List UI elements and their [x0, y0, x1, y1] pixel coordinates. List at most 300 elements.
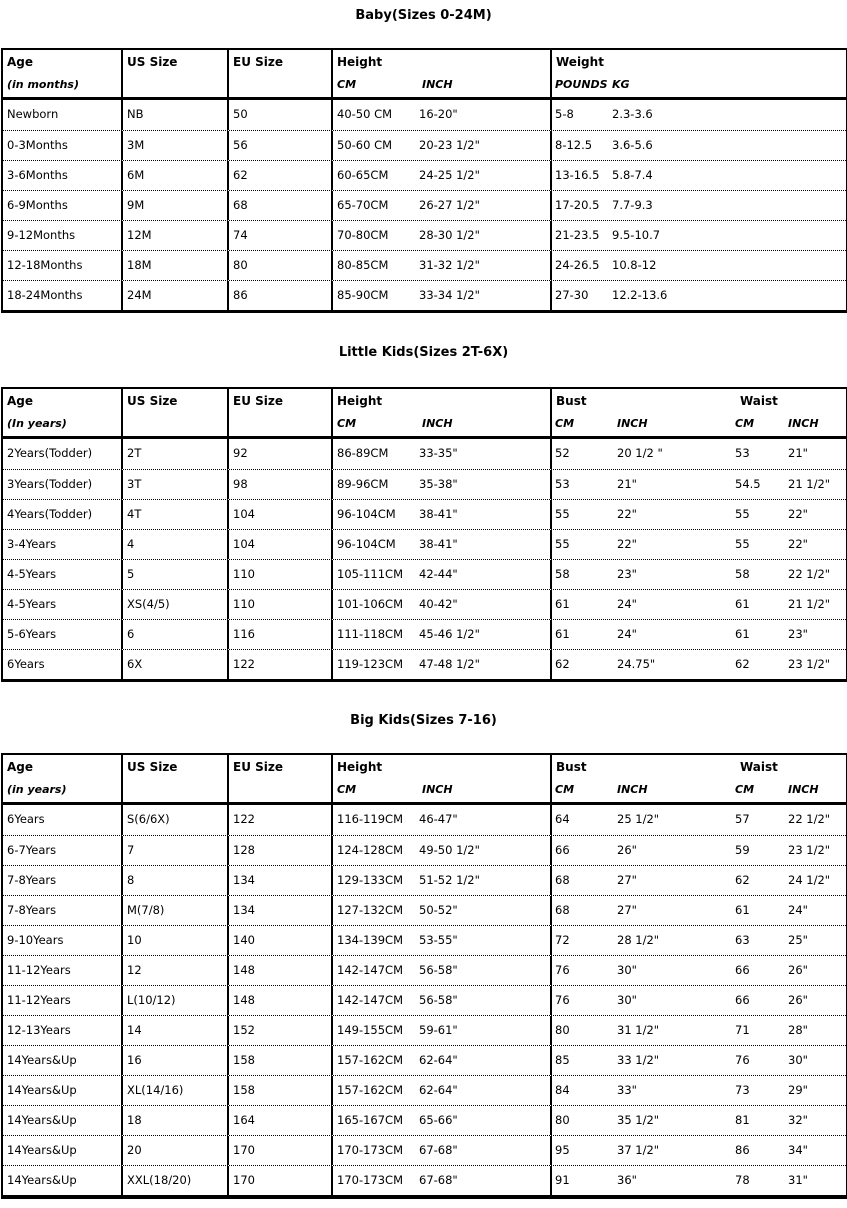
cell-measurements [550, 896, 838, 925]
cell-eu-size: 98 [227, 470, 331, 499]
cell-measure-1: 85 [555, 1053, 570, 1067]
cell-measure-2: 31 1/2" [617, 1023, 660, 1037]
cell-measure-4: 26" [788, 963, 808, 977]
cell-measure-3: 61 [735, 627, 750, 641]
cell-measurements [550, 281, 838, 310]
table-row [3, 649, 846, 679]
table-row [3, 130, 846, 160]
table-row [3, 835, 846, 865]
table-header [3, 50, 846, 100]
cell-measure-3: 66 [735, 963, 750, 977]
table-row [3, 589, 846, 619]
cell-measure-3: 76 [735, 1053, 750, 1067]
cell-us-size: 6X [121, 650, 227, 679]
cell-us-size: 20 [121, 1136, 227, 1165]
cell-height-inch: 51-52 1/2" [419, 873, 480, 887]
cell-measure-2: 24.75" [617, 657, 656, 671]
table-row [3, 805, 846, 835]
baby-size-table [1, 48, 847, 313]
table-row [3, 619, 846, 649]
cell-height-cm: 119-123CM [337, 657, 404, 671]
cell-measure-1: 61 [555, 627, 570, 641]
cell-age: 12-13Years [7, 1023, 71, 1037]
cell-measure-3: 53 [735, 446, 750, 460]
cell-age: 3-6Months [7, 168, 68, 182]
col-height-label: Height [337, 55, 383, 69]
cell-measure-3: 59 [735, 843, 750, 857]
col-waist-cm-label: CM [735, 417, 755, 430]
cell-height-inch: 28-30 1/2" [419, 228, 480, 242]
table-row [3, 190, 846, 220]
cell-measurements [550, 251, 838, 280]
cell-us-size: 18M [121, 251, 227, 280]
cell-measurements [550, 1046, 838, 1075]
header-age-cell [3, 755, 121, 802]
cell-age: 6-7Years [7, 843, 57, 857]
cell-height [331, 1136, 550, 1165]
table-row [3, 1165, 846, 1195]
cell-measurements [550, 620, 838, 649]
cell-age: Newborn [7, 107, 59, 121]
cell-measure-2: 7.7-9.3 [612, 198, 653, 212]
table-row [3, 865, 846, 895]
cell-height-inch: 50-52" [419, 903, 458, 917]
col-height-label: Height [337, 394, 383, 408]
cell-age: 14Years&Up [7, 1173, 77, 1187]
little-kids-size-section [0, 345, 847, 682]
table-row [3, 955, 846, 985]
cell-height-cm: 105-111CM [337, 567, 404, 581]
header-us-size-cell [121, 389, 227, 436]
cell-eu-size: 56 [227, 131, 331, 160]
cell-measure-2: 28 1/2" [617, 933, 660, 947]
cell-height-cm: 111-118CM [337, 627, 404, 641]
cell-us-size: 9M [121, 191, 227, 220]
header-height-cell [331, 389, 550, 436]
cell-eu-size: 134 [227, 866, 331, 895]
cell-height-inch: 62-64" [419, 1083, 458, 1097]
header-bust-waist-cell [550, 755, 838, 802]
cell-height-cm: 96-104CM [337, 507, 396, 521]
col-pounds-label: POUNDS [555, 78, 608, 91]
cell-measure-1: 8-12.5 [555, 138, 593, 152]
table-row [3, 529, 846, 559]
cell-measure-1: 68 [555, 873, 570, 887]
big-kids-size-table [1, 753, 847, 1199]
cell-eu-size: 164 [227, 1106, 331, 1135]
cell-height [331, 560, 550, 589]
cell-measure-1: 80 [555, 1113, 570, 1127]
cell-measurements [550, 131, 838, 160]
cell-height [331, 926, 550, 955]
cell-height-inch: 20-23 1/2" [419, 138, 480, 152]
cell-height [331, 836, 550, 865]
cell-height-cm: 157-162CM [337, 1053, 404, 1067]
cell-height-cm: 127-132CM [337, 903, 404, 917]
col-height-cm-label: CM [337, 783, 357, 796]
table-row [3, 1135, 846, 1165]
cell-age: 6Years [7, 657, 45, 671]
cell-height [331, 500, 550, 529]
col-eu-size-label: EU Size [233, 760, 283, 774]
table-row [3, 439, 846, 469]
cell-measure-2: 35 1/2" [617, 1113, 660, 1127]
cell-eu-size: 158 [227, 1076, 331, 1105]
cell-height [331, 866, 550, 895]
cell-age: 3Years(Todder) [7, 477, 93, 491]
cell-age: 14Years&Up [7, 1053, 77, 1067]
cell-height [331, 530, 550, 559]
header-age-cell [3, 50, 121, 97]
table-title-big-kids: Big Kids(Sizes 7-16) [350, 713, 497, 728]
cell-measurements [550, 1136, 838, 1165]
cell-height-cm: 142-147CM [337, 963, 404, 977]
table-row [3, 220, 846, 250]
cell-eu-size: 86 [227, 281, 331, 310]
cell-us-size: 3T [121, 470, 227, 499]
cell-measure-3: 58 [735, 567, 750, 581]
col-height-inch-label: INCH [422, 783, 453, 796]
cell-us-size: 3M [121, 131, 227, 160]
cell-age: 11-12Years [7, 993, 71, 1007]
cell-height [331, 251, 550, 280]
cell-eu-size: 122 [227, 805, 331, 835]
cell-us-size: 12 [121, 956, 227, 985]
cell-height-cm: 80-85CM [337, 258, 389, 272]
table-header [3, 755, 846, 805]
cell-height [331, 161, 550, 190]
baby-size-section [0, 8, 847, 313]
cell-measure-1: 84 [555, 1083, 570, 1097]
col-us-size-label: US Size [127, 760, 178, 774]
cell-measure-1: 52 [555, 446, 570, 460]
cell-eu-size: 128 [227, 836, 331, 865]
cell-measure-3: 62 [735, 657, 750, 671]
cell-measure-3: 55 [735, 537, 750, 551]
cell-measurements [550, 500, 838, 529]
cell-us-size: 14 [121, 1016, 227, 1045]
cell-measure-4: 22" [788, 537, 808, 551]
cell-us-size: 24M [121, 281, 227, 310]
cell-measurements [550, 560, 838, 589]
cell-measure-3: 57 [735, 812, 750, 826]
table-row [3, 280, 846, 310]
cell-measurements [550, 470, 838, 499]
cell-measure-3: 54.5 [735, 477, 761, 491]
table-row [3, 559, 846, 589]
baby-table-body [3, 100, 846, 310]
cell-eu-size: 148 [227, 986, 331, 1015]
cell-age: 11-12Years [7, 963, 71, 977]
table-row [3, 1075, 846, 1105]
header-eu-size-cell [227, 755, 331, 802]
cell-measurements [550, 530, 838, 559]
cell-measure-2: 33" [617, 1083, 637, 1097]
col-eu-size-label: EU Size [233, 55, 283, 69]
cell-age: 7-8Years [7, 903, 57, 917]
cell-measure-3: 66 [735, 993, 750, 1007]
cell-height-inch: 67-68" [419, 1143, 458, 1157]
cell-height [331, 191, 550, 220]
col-age-label: Age [7, 55, 34, 69]
table-row [3, 1015, 846, 1045]
cell-eu-size: 104 [227, 530, 331, 559]
cell-eu-size: 134 [227, 896, 331, 925]
cell-measure-4: 23 1/2" [788, 843, 831, 857]
cell-measure-1: 5-8 [555, 107, 574, 121]
cell-height-inch: 33-34 1/2" [419, 288, 480, 302]
cell-measurements [550, 805, 838, 835]
cell-age: 4Years(Todder) [7, 507, 93, 521]
cell-measure-2: 9.5-10.7 [612, 228, 661, 242]
cell-height-inch: 62-64" [419, 1053, 458, 1067]
col-waist-cm-label: CM [735, 783, 755, 796]
table-row [3, 250, 846, 280]
cell-age: 4-5Years [7, 567, 57, 581]
cell-height [331, 1076, 550, 1105]
header-bust-waist-cell [550, 389, 838, 436]
cell-measure-1: 76 [555, 993, 570, 1007]
cell-measure-4: 26" [788, 993, 808, 1007]
cell-measure-1: 66 [555, 843, 570, 857]
cell-measure-4: 21 1/2" [788, 477, 831, 491]
cell-measurements [550, 866, 838, 895]
cell-measure-2: 5.8-7.4 [612, 168, 653, 182]
cell-measure-2: 23" [617, 567, 637, 581]
cell-measure-2: 30" [617, 993, 637, 1007]
cell-measurements [550, 590, 838, 619]
cell-height [331, 896, 550, 925]
big-kids-size-section [0, 713, 847, 1199]
cell-us-size: 8 [121, 866, 227, 895]
cell-us-size: XXL(18/20) [121, 1166, 227, 1195]
cell-eu-size: 92 [227, 439, 331, 469]
header-us-size-cell [121, 755, 227, 802]
cell-height [331, 1016, 550, 1045]
cell-measure-4: 22" [788, 507, 808, 521]
header-height-cell [331, 50, 550, 97]
col-weight-label: Weight [556, 55, 604, 69]
cell-measure-2: 33 1/2" [617, 1053, 660, 1067]
cell-age: 18-24Months [7, 288, 83, 302]
cell-eu-size: 104 [227, 500, 331, 529]
cell-measure-3: 62 [735, 873, 750, 887]
header-us-size-cell [121, 50, 227, 97]
cell-height-cm: 85-90CM [337, 288, 389, 302]
cell-measure-4: 28" [788, 1023, 808, 1037]
cell-measure-2: 2.3-3.6 [612, 107, 653, 121]
cell-us-size: S(6/6X) [121, 805, 227, 835]
cell-us-size: NB [121, 100, 227, 130]
cell-measurements [550, 191, 838, 220]
cell-height-cm: 65-70CM [337, 198, 389, 212]
cell-eu-size: 158 [227, 1046, 331, 1075]
cell-height-cm: 96-104CM [337, 537, 396, 551]
table-row [3, 985, 846, 1015]
cell-height-cm: 157-162CM [337, 1083, 404, 1097]
cell-age: 9-12Months [7, 228, 76, 242]
cell-measurements [550, 439, 838, 469]
cell-us-size: 2T [121, 439, 227, 469]
cell-height-inch: 49-50 1/2" [419, 843, 480, 857]
cell-eu-size: 110 [227, 590, 331, 619]
cell-eu-size: 170 [227, 1136, 331, 1165]
cell-eu-size: 140 [227, 926, 331, 955]
table-row [3, 100, 846, 130]
cell-measure-1: 68 [555, 903, 570, 917]
cell-us-size: M(7/8) [121, 896, 227, 925]
cell-eu-size: 148 [227, 956, 331, 985]
col-height-inch-label: INCH [422, 417, 453, 430]
table-row [3, 469, 846, 499]
cell-measure-1: 58 [555, 567, 570, 581]
cell-height-inch: 24-25 1/2" [419, 168, 480, 182]
cell-height-cm: 170-173CM [337, 1143, 404, 1157]
cell-height [331, 1046, 550, 1075]
cell-height-cm: 165-167CM [337, 1113, 404, 1127]
col-bust-label: Bust [556, 394, 587, 408]
cell-measurements [550, 836, 838, 865]
col-bust-label: Bust [556, 760, 587, 774]
cell-height-inch: 67-68" [419, 1173, 458, 1187]
cell-age: 12-18Months [7, 258, 83, 272]
cell-measure-4: 21" [788, 446, 808, 460]
cell-height-inch: 26-27 1/2" [419, 198, 480, 212]
cell-height-cm: 40-50 CM [337, 107, 393, 121]
cell-measure-3: 71 [735, 1023, 750, 1037]
header-eu-size-cell [227, 50, 331, 97]
cell-measurements [550, 161, 838, 190]
cell-eu-size: 170 [227, 1166, 331, 1195]
cell-measure-1: 55 [555, 537, 570, 551]
cell-height [331, 620, 550, 649]
cell-measure-1: 21-23.5 [555, 228, 600, 242]
cell-us-size: XL(14/16) [121, 1076, 227, 1105]
col-bust-cm-label: CM [555, 783, 575, 796]
cell-measure-2: 20 1/2 " [617, 446, 663, 460]
cell-measure-3: 61 [735, 597, 750, 611]
col-us-size-label: US Size [127, 55, 178, 69]
cell-height-cm: 170-173CM [337, 1173, 404, 1187]
cell-measure-3: 86 [735, 1143, 750, 1157]
col-eu-size-label: EU Size [233, 394, 283, 408]
col-age-unit: (In years) [7, 417, 67, 430]
cell-age: 9-10Years [7, 933, 64, 947]
cell-height [331, 100, 550, 130]
cell-measure-4: 22 1/2" [788, 812, 831, 826]
cell-measure-2: 36" [617, 1173, 637, 1187]
cell-us-size: 4T [121, 500, 227, 529]
cell-measure-2: 22" [617, 537, 637, 551]
cell-measure-1: 27-30 [555, 288, 589, 302]
cell-measure-2: 26" [617, 843, 637, 857]
col-height-cm-label: CM [337, 78, 357, 91]
col-height-inch-label: INCH [422, 78, 453, 91]
cell-height-inch: 35-38" [419, 477, 458, 491]
cell-height-cm: 134-139CM [337, 933, 404, 947]
table-row [3, 1045, 846, 1075]
cell-age: 6Years [7, 812, 45, 826]
table-header [3, 389, 846, 439]
cell-us-size: L(10/12) [121, 986, 227, 1015]
cell-measure-4: 23 1/2" [788, 657, 831, 671]
cell-us-size: 6 [121, 620, 227, 649]
cell-height-cm: 101-106CM [337, 597, 404, 611]
cell-measure-4: 25" [788, 933, 808, 947]
header-eu-size-cell [227, 389, 331, 436]
cell-measurements [550, 1166, 838, 1195]
cell-height-inch: 53-55" [419, 933, 458, 947]
col-waist-inch-label: INCH [788, 417, 819, 430]
cell-height-cm: 60-65CM [337, 168, 389, 182]
cell-measurements [550, 956, 838, 985]
cell-height-inch: 45-46 1/2" [419, 627, 480, 641]
table-row [3, 499, 846, 529]
cell-height [331, 1106, 550, 1135]
cell-height-cm: 50-60 CM [337, 138, 393, 152]
col-height-label: Height [337, 760, 383, 774]
cell-height-cm: 142-147CM [337, 993, 404, 1007]
cell-measure-1: 91 [555, 1173, 570, 1187]
cell-measure-1: 55 [555, 507, 570, 521]
cell-height [331, 470, 550, 499]
cell-measure-2: 12.2-13.6 [612, 288, 668, 302]
cell-measure-3: 73 [735, 1083, 750, 1097]
cell-measure-4: 24" [788, 903, 808, 917]
cell-measure-4: 23" [788, 627, 808, 641]
cell-height [331, 650, 550, 679]
cell-height [331, 281, 550, 310]
col-age-label: Age [7, 760, 34, 774]
table-title-baby: Baby(Sizes 0-24M) [355, 8, 492, 23]
header-weight-cell [550, 50, 838, 97]
cell-measure-2: 21" [617, 477, 637, 491]
cell-height [331, 956, 550, 985]
cell-eu-size: 62 [227, 161, 331, 190]
cell-measure-1: 72 [555, 933, 570, 947]
cell-measure-4: 24 1/2" [788, 873, 831, 887]
cell-height-cm: 89-96CM [337, 477, 389, 491]
cell-measure-1: 62 [555, 657, 570, 671]
cell-height-inch: 38-41" [419, 537, 458, 551]
col-kg-label: KG [612, 78, 630, 91]
col-height-cm-label: CM [337, 417, 357, 430]
cell-height [331, 805, 550, 835]
cell-measure-1: 95 [555, 1143, 570, 1157]
cell-age: 14Years&Up [7, 1083, 77, 1097]
col-age-label: Age [7, 394, 34, 408]
cell-age: 0-3Months [7, 138, 68, 152]
cell-height-cm: 124-128CM [337, 843, 404, 857]
cell-height-inch: 31-32 1/2" [419, 258, 480, 272]
cell-us-size: 18 [121, 1106, 227, 1135]
cell-eu-size: 74 [227, 221, 331, 250]
cell-measurements [550, 926, 838, 955]
cell-eu-size: 122 [227, 650, 331, 679]
col-age-unit: (in months) [7, 78, 79, 91]
cell-measure-4: 31" [788, 1173, 808, 1187]
cell-height-cm: 129-133CM [337, 873, 404, 887]
cell-measure-1: 64 [555, 812, 570, 826]
cell-eu-size: 80 [227, 251, 331, 280]
cell-measure-2: 37 1/2" [617, 1143, 660, 1157]
cell-measure-4: 22 1/2" [788, 567, 831, 581]
cell-height-inch: 56-58" [419, 963, 458, 977]
cell-measurements [550, 1076, 838, 1105]
cell-age: 2Years(Todder) [7, 446, 93, 460]
cell-measurements [550, 221, 838, 250]
cell-measure-2: 24" [617, 627, 637, 641]
